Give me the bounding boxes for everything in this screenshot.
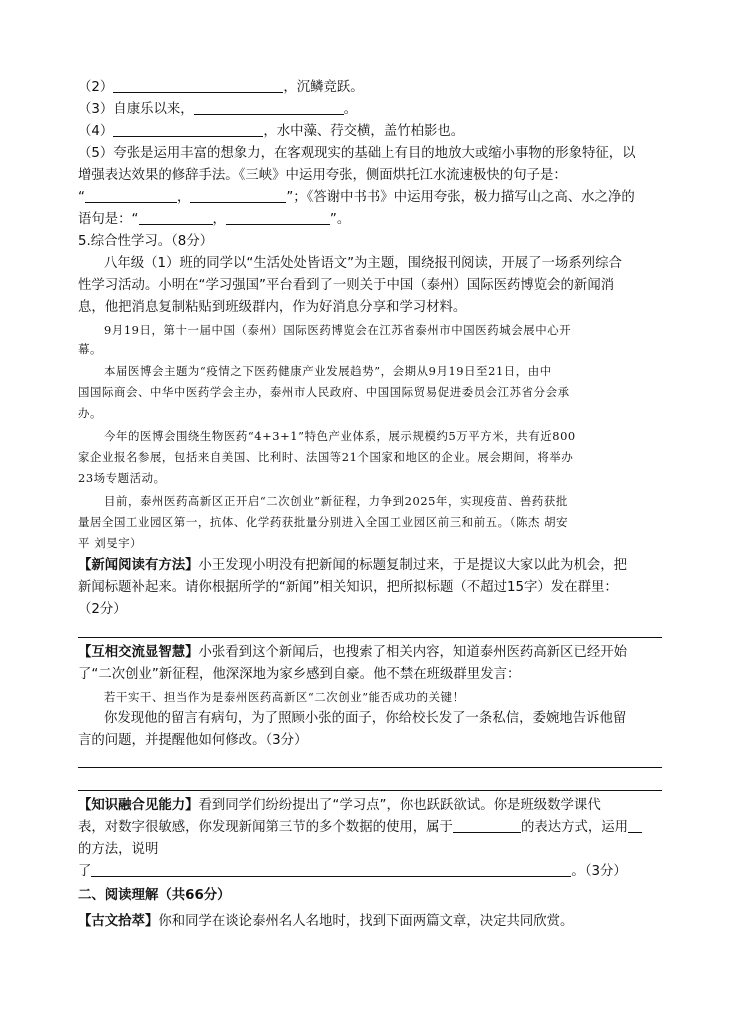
answer-line[interactable] (78, 790, 662, 791)
question-text: ”。 (329, 212, 351, 227)
question-text: 。 (343, 102, 358, 117)
question-5-line4 (78, 211, 668, 229)
quote-mark: “ (78, 190, 85, 205)
task-text: （2分） (78, 602, 127, 617)
answer-blank[interactable] (453, 819, 521, 833)
news-paragraph: 23场专题活动。 (78, 471, 166, 485)
news-paragraph: 幕。 (78, 342, 102, 356)
section-5-intro: 息，他把消息复制粘贴到班级群内，作为好消息分享和学习材料。 (78, 300, 467, 315)
task-text: 你发现他的留言有病句，为了照顾小张的面子，你给校长发了一条私信，委婉地告诉他留 (104, 711, 627, 726)
news-paragraph: 国国际商会、中华中医药学会主办，泰州市人民政府、中国国际贸易促进委员会江苏省分会承 (78, 385, 570, 399)
task-text: 看到同学们纷纷提出了“学习点”，你也跃跃欲试。你是班级数学课代 (198, 798, 601, 813)
question-number: （2） (78, 80, 114, 95)
answer-blank[interactable] (139, 211, 213, 225)
task-text: 言的问题，并提醒他如何修改。（3分） (78, 733, 308, 748)
task-text: 新闻标题补起来。请你根据所学的“新闻”相关知识，把所拟标题（不超过15字）发在群里： (78, 580, 618, 595)
task-text (78, 819, 668, 837)
answer-line[interactable] (78, 767, 662, 768)
answer-blank[interactable] (85, 189, 177, 203)
task-knowledge (78, 797, 668, 815)
news-paragraph: 目前，泰州医药高新区正开启“二次创业”新征程，力争到2025年，实现疫苗、兽药获批 (104, 494, 568, 508)
question-2 (78, 79, 668, 97)
task-news-reading (78, 557, 668, 575)
question-5-line3 (78, 189, 668, 207)
question-3 (78, 101, 668, 119)
question-4 (78, 123, 668, 141)
comma: ， (212, 212, 226, 227)
question-text: ”；《答谢中书书》中运用夸张，极力描写山之高、水之净的 (286, 190, 635, 205)
answer-blank[interactable] (91, 863, 571, 877)
task-text: 。（3分） (571, 864, 627, 879)
part-2-heading: 二、阅读理解（共66分） (78, 888, 231, 903)
section-5-intro: 八年级（1）班的同学以“生活处处皆语文”为主题，围绕报刊阅读，开展了一场系列综合 (104, 256, 622, 271)
group-message-quote: 若干实干、担当作为是泰州医药高新区“二次创业”能否成功的关键！ (104, 690, 465, 704)
task-text: 了“二次创业”新征程，他深深地为家乡感到自豪。他不禁在班级群里发言： (78, 667, 521, 682)
question-text: 语句是：“ (78, 212, 139, 227)
section-5-heading: 5.综合性学习。（8分） (78, 234, 214, 249)
answer-blank[interactable] (190, 189, 286, 203)
task-tag: 【互相交流显智慧】 (78, 645, 199, 660)
news-paragraph: 9月19日，第十一届中国（泰州）国际医药博览会在江苏省泰州市中国医药城会展中心开 (104, 323, 572, 337)
question-text: （3）自康乐以来， (78, 102, 194, 117)
task-communication (78, 644, 668, 662)
task-text: 小王发现小明没有把新闻的标题复制过来，于是提议大家以此为机会，把 (198, 558, 628, 573)
answer-line[interactable] (78, 637, 662, 638)
task-text: 你和同学在谈论泰州名人名地时，找到下面两篇文章，决定共同欣赏。 (158, 914, 574, 929)
task-text: 的表达方式，运用 (520, 820, 629, 835)
news-paragraph: 平 刘旻宇） (78, 536, 143, 550)
guwen-intro (78, 913, 668, 931)
comma: ， (176, 190, 191, 205)
answer-blank[interactable] (194, 101, 344, 115)
task-text: 表，对数字很敏感，你发现新闻第三节的多个数据的使用，属于 (78, 820, 453, 835)
task-tag: 【知识融合见能力】 (78, 798, 199, 813)
question-text: ，水中藻、荇交横，盖竹柏影也。 (263, 124, 465, 139)
news-paragraph: 本届医博会主题为“疫情之下医药健康产业发展趋势”，会期从9月19日至21日，由中 (104, 364, 552, 378)
task-text: 小张看到这个新闻后，也搜索了相关内容，知道泰州医药高新区已经开始 (198, 645, 628, 660)
answer-blank[interactable] (113, 79, 283, 93)
question-number: （4） (78, 124, 114, 139)
task-text: 了 (78, 864, 92, 879)
section-5-intro: 性学习活动。小明在“学习强国”平台看到了一则关于中国（泰州）国际医药博览会的新闻消 (78, 278, 615, 293)
task-text: 的方法，说明 (78, 842, 159, 857)
task-tag: 【新闻阅读有方法】 (78, 558, 199, 573)
answer-blank[interactable] (226, 211, 330, 225)
answer-blank[interactable] (113, 123, 263, 137)
question-text: ，沉鳞竞跃。 (283, 80, 364, 95)
question-5-line1: （5）夸张是运用丰富的想象力，在客观现实的基础上有目的地放大或缩小事物的形象特征，以 (78, 146, 636, 161)
news-paragraph: 家企业报名参展，包括来自美国、比利时、法国等21个国家和地区的企业。展会期间，将举办 (78, 450, 574, 464)
news-paragraph: 量居全国工业园区第一，抗体、化学药获批量分别进入全国工业园区前三和前五。（陈杰 胡安 (78, 515, 569, 529)
task-text (78, 863, 668, 881)
news-paragraph: 办。 (78, 406, 102, 420)
news-paragraph: 今年的医博会围绕生物医药“4+3+1”特色产业体系，展示规模约5万平方米，共有近800 (104, 429, 576, 443)
question-5-line2: 增强表达效果的修辞手法。《三峡》中运用夸张，侧面烘托江水流速极快的句子是： (78, 168, 567, 183)
task-tag: 【古文拾萃】 (78, 914, 159, 929)
answer-blank[interactable] (628, 819, 642, 833)
